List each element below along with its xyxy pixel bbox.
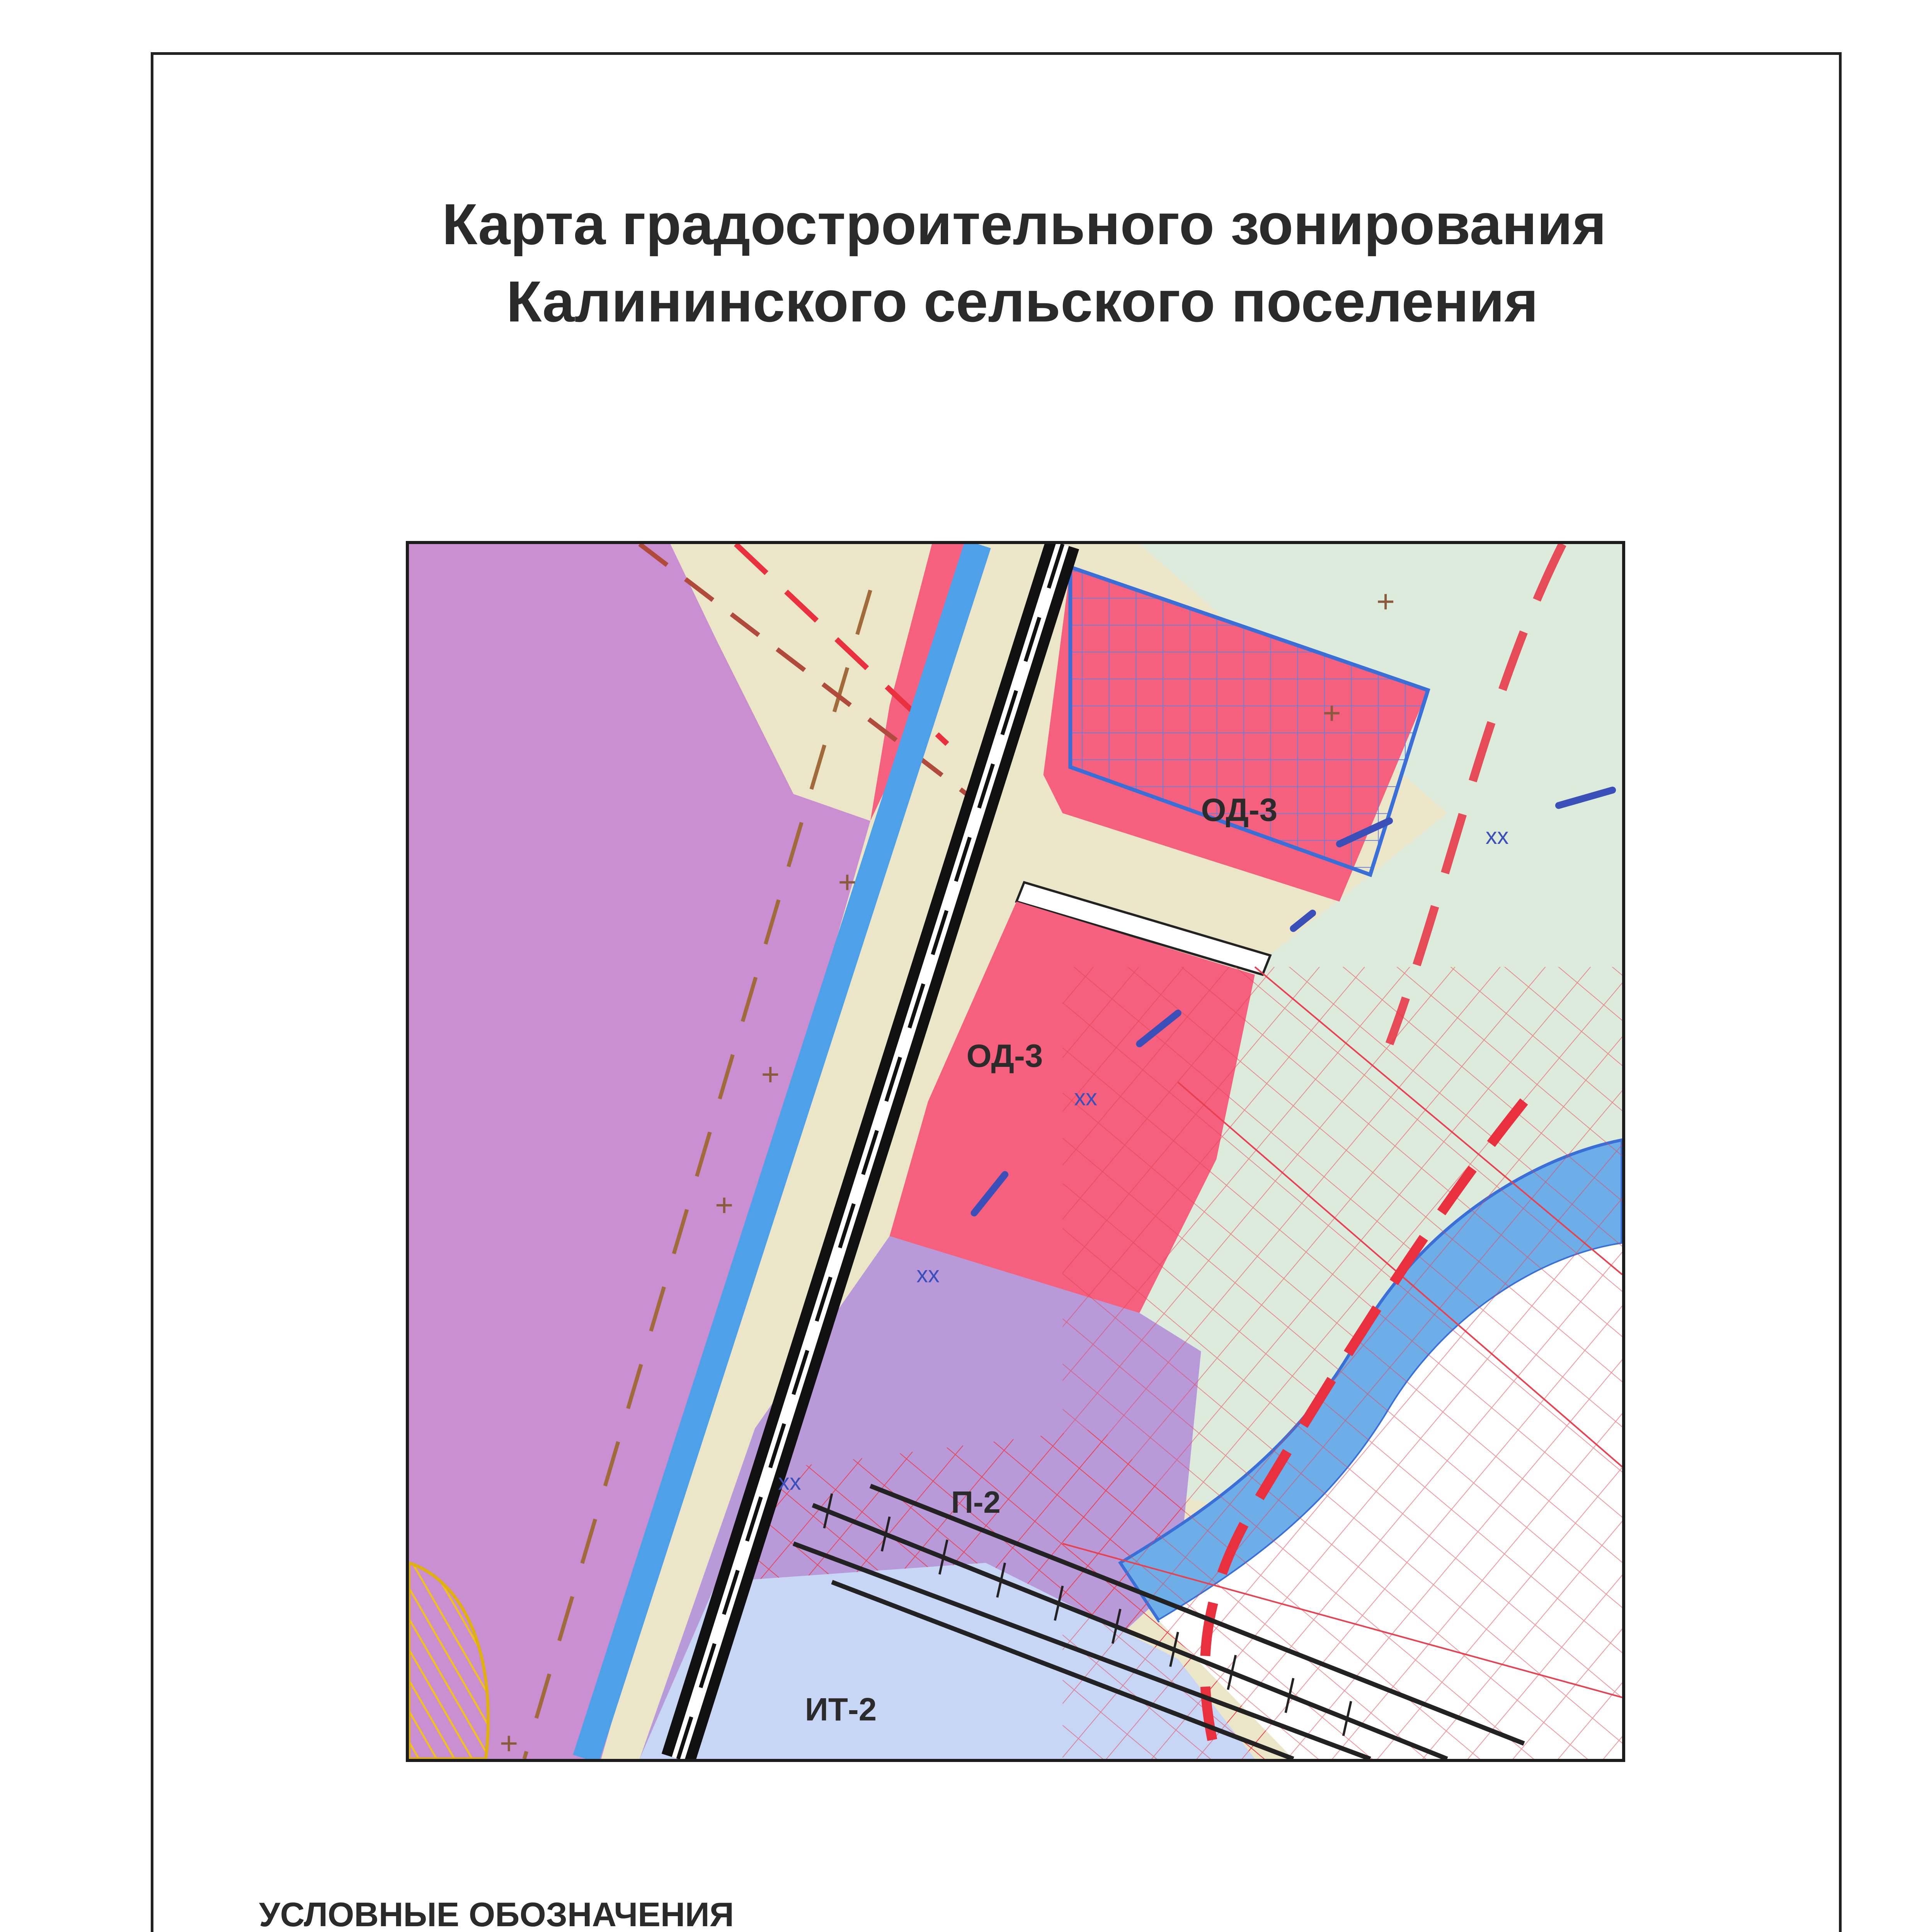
zone-label-od3-lower: ОД-3 [966, 1037, 1043, 1074]
zoning-map-svg [409, 544, 1622, 1759]
title-line-2: Калининского сельского поселения [506, 269, 1539, 334]
zone-label-it2: ИТ-2 [805, 1691, 877, 1728]
zoning-map [406, 541, 1625, 1762]
hatch-mark-3: хх [916, 1261, 940, 1287]
map-title [0, 185, 1917, 340]
hatch-mark-4: хх [778, 1469, 801, 1495]
legend-heading: УСЛОВНЫЕ ОБОЗНАЧЕНИЯ [259, 1895, 734, 1932]
hatch-mark-2: хх [1074, 1084, 1097, 1111]
zone-label-od3-upper: ОД-3 [1201, 791, 1278, 828]
hatch-mark-1: хх [1485, 823, 1509, 849]
title-line-1: Карта градостроительного зонирования [442, 192, 1607, 257]
zone-label-p2: П-2 [951, 1485, 1001, 1520]
